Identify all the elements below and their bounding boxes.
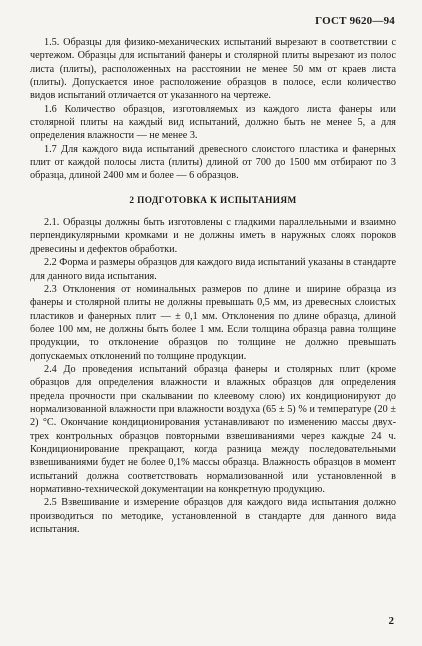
paragraph-2-5: 2.5 Взвешивание и измерение образцов для каждого вида испытания должно производиться по методике, установленной в стандарте для данного вида испытания.	[30, 497, 396, 536]
paragraph-2-1: 2.1. Образцы должны быть изготовлены с гладкими параллельными и взаимно перпендикулярными кромками и не должны иметь в наружных слоях пороков древесины и дефектов обработки.	[30, 217, 396, 255]
page-number: 2	[388, 615, 394, 627]
paragraph-1-6: 1.6 Количество образцов, изготовляемых из каждого листа фанеры или столярной плиты на каждый вид испытаний, должно быть не менее 5, а для определения влажности — не менее 3.	[30, 103, 396, 142]
standard-header: ГОСТ 9620—94	[315, 15, 395, 27]
paragraph-2-3: 2.3 Отклонения от номинальных размеров по длине и ширине образца из фанеры и столярной плиты не должны превышать 0,5 мм, из древесных слоистых пластиков и фанерных плит — ± 0,1 мм. Отклонения по длине образца, длиной более 100 мм, не должны быть более 1 мм. Если толщина образца равна толщине продукции, то отклонение образцов по толщине не должно превышать допускаемых отклонений по толщине продукции.	[30, 283, 396, 362]
paragraph-2-2: 2.2 Форма и размеры образцов для каждого вида испытаний указаны в стандарте для данного вида испытания.	[30, 257, 396, 282]
paragraph-2-4: 2.4 До проведения испытаний образца фанеры и столярных плит (кроме образцов для определения влажности и влажных образцов для определения предела прочности при скалывании по клеевому слою) их кондиционируют до нормализованной влажности при влажности воздуха (65 ± 5) % и температуре (20 ± 2) °С. Окончание кондиционирования устанавливают по изменению массы двух-трех контрольных образцов повторными взвешиваниями через каждые 24 ч. Кондиционирование прекращают, когда разница между последовательными взвешиваниями будет не более 0,1% массы образца. Влажность образцов в момент испытаний должна соответствовать нормализованной или установленной в нормативно-технической документации на конкретную продукцию.	[30, 363, 396, 495]
section-title: 2 ПОДГОТОВКА К ИСПЫТАНИЯМ	[129, 195, 297, 206]
paragraph-1-5: 1.5. Образцы для физико-механических испытаний вырезают в соответствии с чертежом. Образцы для испытаний фанеры и столярной плиты вырезают из полос листа (плиты), расположенных на расстоянии не менее 50 мм от краев листа (плиты). Допускается иное расположение образцов в полосе, если количество видов испытаний отличается от указанного на чертеже.	[30, 37, 396, 102]
document-body	[30, 36, 396, 536]
paragraph-1-7: 1.7 Для каждого вида испытаний древесного слоистого пластика и фанерных плит от каждой полосы листа (плиты) длиной от 700 до 1500 мм отбирают по 3 образца, длиной 2400 мм и более — 6 образцов.	[30, 143, 396, 182]
